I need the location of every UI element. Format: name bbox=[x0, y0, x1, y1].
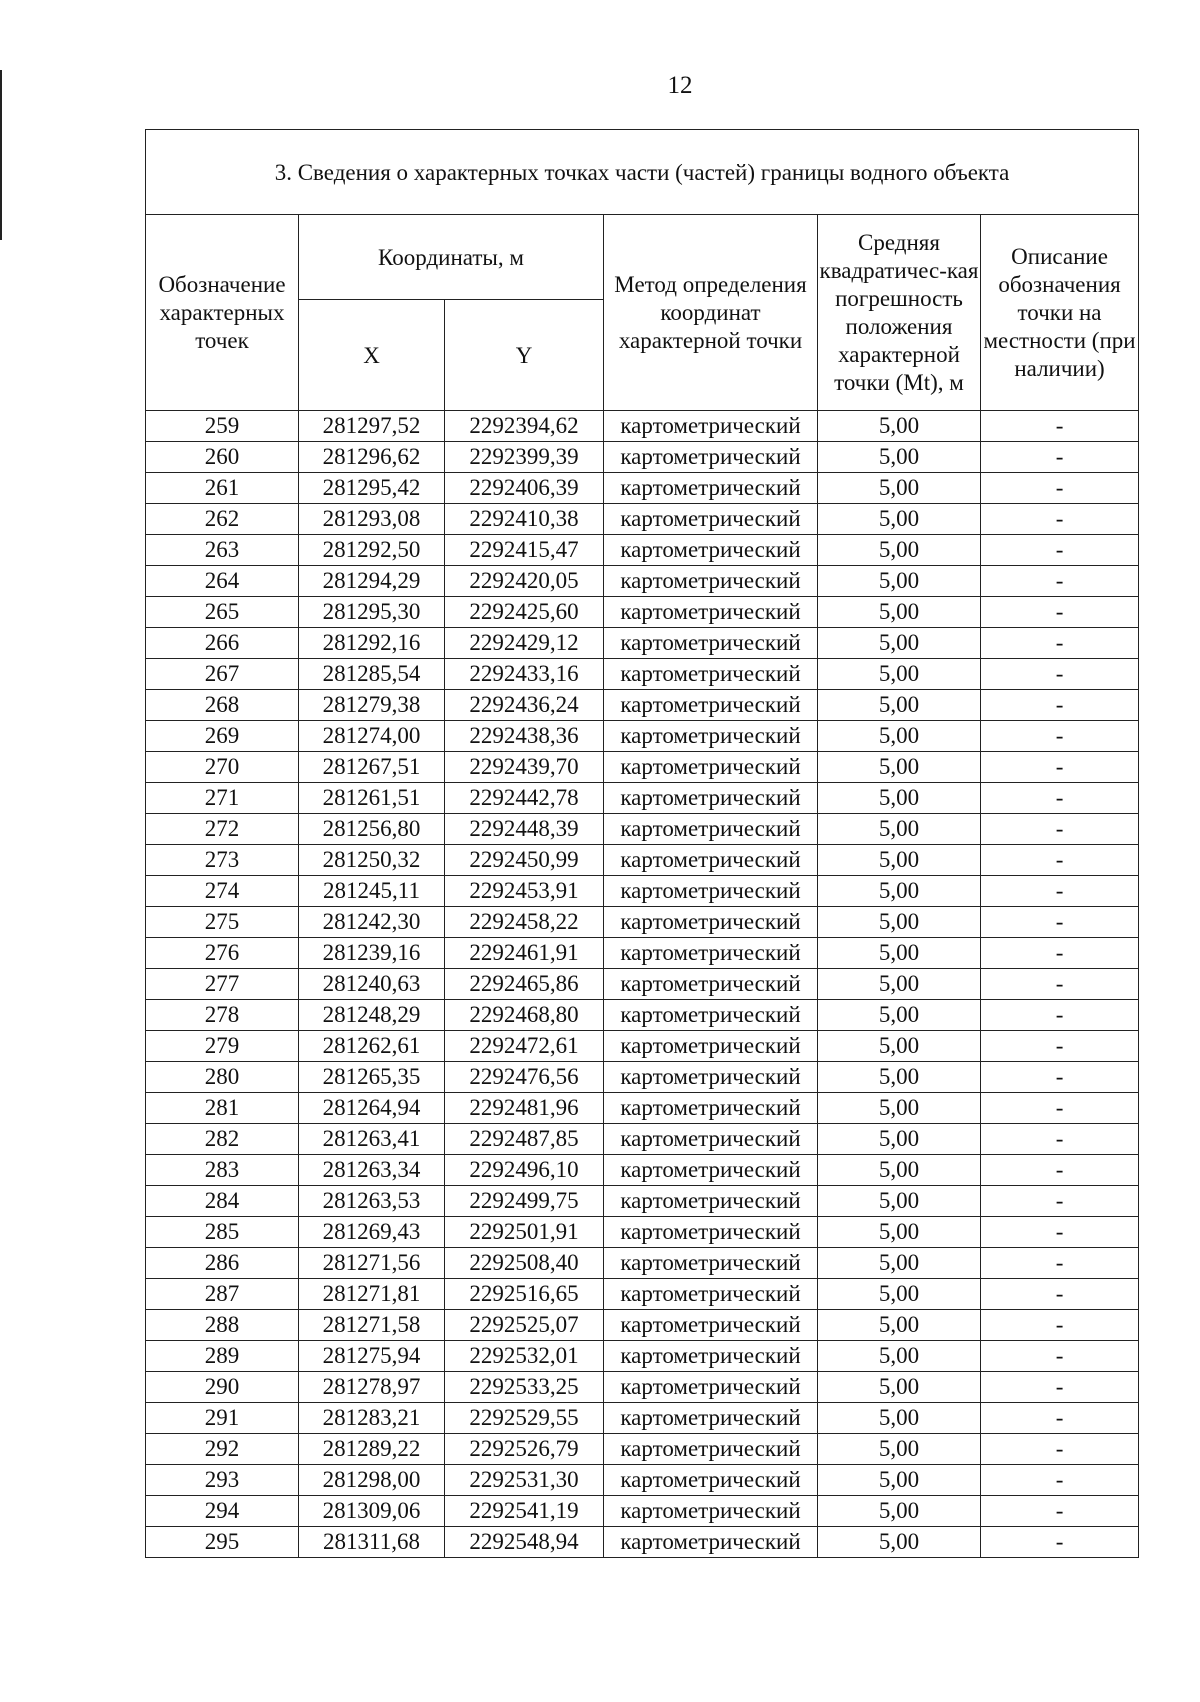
cell-error: 5,00 bbox=[818, 814, 981, 845]
cell-method: картометрический bbox=[604, 1310, 818, 1341]
cell-x: 281263,41 bbox=[299, 1124, 445, 1155]
cell-x: 281294,29 bbox=[299, 566, 445, 597]
cell-y: 2292394,62 bbox=[445, 411, 604, 442]
table-row bbox=[146, 1527, 1139, 1558]
cell-y: 2292406,39 bbox=[445, 473, 604, 504]
cell-description: - bbox=[981, 845, 1139, 876]
cell-point-id: 293 bbox=[146, 1465, 299, 1496]
cell-error: 5,00 bbox=[818, 721, 981, 752]
cell-method: картометрический bbox=[604, 1465, 818, 1496]
cell-x: 281265,35 bbox=[299, 1062, 445, 1093]
cell-y: 2292442,78 bbox=[445, 783, 604, 814]
header-y: Y bbox=[445, 300, 604, 411]
header-description: Описание обозначения точки на местности (при наличии) bbox=[981, 215, 1139, 411]
cell-x: 281293,08 bbox=[299, 504, 445, 535]
cell-method: картометрический bbox=[604, 876, 818, 907]
cell-error: 5,00 bbox=[818, 1186, 981, 1217]
cell-point-id: 265 bbox=[146, 597, 299, 628]
cell-x: 281278,97 bbox=[299, 1372, 445, 1403]
cell-description: - bbox=[981, 535, 1139, 566]
table-row bbox=[146, 1031, 1139, 1062]
cell-y: 2292461,91 bbox=[445, 938, 604, 969]
cell-y: 2292481,96 bbox=[445, 1093, 604, 1124]
cell-y: 2292476,56 bbox=[445, 1062, 604, 1093]
cell-x: 281240,63 bbox=[299, 969, 445, 1000]
table-row bbox=[146, 1496, 1139, 1527]
cell-error: 5,00 bbox=[818, 845, 981, 876]
table-row bbox=[146, 845, 1139, 876]
cell-method: картометрический bbox=[604, 690, 818, 721]
cell-x: 281262,61 bbox=[299, 1031, 445, 1062]
table-row bbox=[146, 721, 1139, 752]
cell-error: 5,00 bbox=[818, 1000, 981, 1031]
cell-description: - bbox=[981, 1031, 1139, 1062]
cell-y: 2292465,86 bbox=[445, 969, 604, 1000]
table-row bbox=[146, 814, 1139, 845]
cell-point-id: 276 bbox=[146, 938, 299, 969]
cell-y: 2292525,07 bbox=[445, 1310, 604, 1341]
table-row bbox=[146, 1093, 1139, 1124]
cell-error: 5,00 bbox=[818, 1341, 981, 1372]
cell-point-id: 263 bbox=[146, 535, 299, 566]
cell-x: 281263,34 bbox=[299, 1155, 445, 1186]
cell-error: 5,00 bbox=[818, 783, 981, 814]
cell-point-id: 282 bbox=[146, 1124, 299, 1155]
cell-x: 281292,16 bbox=[299, 628, 445, 659]
cell-y: 2292499,75 bbox=[445, 1186, 604, 1217]
cell-error: 5,00 bbox=[818, 1217, 981, 1248]
cell-x: 281296,62 bbox=[299, 442, 445, 473]
cell-error: 5,00 bbox=[818, 1310, 981, 1341]
table-row bbox=[146, 783, 1139, 814]
cell-description: - bbox=[981, 1434, 1139, 1465]
cell-method: картометрический bbox=[604, 969, 818, 1000]
cell-description: - bbox=[981, 1496, 1139, 1527]
cell-method: картометрический bbox=[604, 1372, 818, 1403]
cell-x: 281261,51 bbox=[299, 783, 445, 814]
cell-method: картометрический bbox=[604, 1062, 818, 1093]
page-number: 12 bbox=[667, 72, 693, 99]
cell-method: картометрический bbox=[604, 845, 818, 876]
table-container bbox=[145, 129, 1138, 1558]
cell-point-id: 287 bbox=[146, 1279, 299, 1310]
table-row bbox=[146, 1434, 1139, 1465]
cell-y: 2292433,16 bbox=[445, 659, 604, 690]
cell-method: картометрический bbox=[604, 442, 818, 473]
table-row bbox=[146, 1341, 1139, 1372]
table-row bbox=[146, 752, 1139, 783]
table-title: 3. Сведения о характерных точках части (частей) границы водного объекта bbox=[146, 130, 1139, 215]
table-row bbox=[146, 1155, 1139, 1186]
cell-y: 2292410,38 bbox=[445, 504, 604, 535]
cell-description: - bbox=[981, 1403, 1139, 1434]
cell-y: 2292415,47 bbox=[445, 535, 604, 566]
cell-point-id: 259 bbox=[146, 411, 299, 442]
cell-point-id: 270 bbox=[146, 752, 299, 783]
cell-y: 2292472,61 bbox=[445, 1031, 604, 1062]
table-row bbox=[146, 504, 1139, 535]
cell-y: 2292450,99 bbox=[445, 845, 604, 876]
cell-method: картометрический bbox=[604, 535, 818, 566]
cell-point-id: 277 bbox=[146, 969, 299, 1000]
cell-error: 5,00 bbox=[818, 752, 981, 783]
cell-point-id: 286 bbox=[146, 1248, 299, 1279]
cell-error: 5,00 bbox=[818, 473, 981, 504]
cell-method: картометрический bbox=[604, 659, 818, 690]
cell-point-id: 278 bbox=[146, 1000, 299, 1031]
table-row bbox=[146, 907, 1139, 938]
cell-y: 2292508,40 bbox=[445, 1248, 604, 1279]
cell-point-id: 279 bbox=[146, 1031, 299, 1062]
header-coordinates: Координаты, м bbox=[299, 215, 604, 300]
table-row bbox=[146, 1124, 1139, 1155]
cell-error: 5,00 bbox=[818, 628, 981, 659]
table-row bbox=[146, 628, 1139, 659]
cell-description: - bbox=[981, 1155, 1139, 1186]
cell-description: - bbox=[981, 876, 1139, 907]
table-row bbox=[146, 659, 1139, 690]
header-x: X bbox=[299, 300, 445, 411]
cell-error: 5,00 bbox=[818, 1496, 981, 1527]
cell-description: - bbox=[981, 597, 1139, 628]
table-row bbox=[146, 969, 1139, 1000]
cell-error: 5,00 bbox=[818, 504, 981, 535]
cell-description: - bbox=[981, 721, 1139, 752]
table-row bbox=[146, 411, 1139, 442]
cell-point-id: 281 bbox=[146, 1093, 299, 1124]
table-row bbox=[146, 597, 1139, 628]
table-row bbox=[146, 938, 1139, 969]
table-row bbox=[146, 1000, 1139, 1031]
cell-description: - bbox=[981, 1062, 1139, 1093]
cell-error: 5,00 bbox=[818, 659, 981, 690]
cell-method: картометрический bbox=[604, 938, 818, 969]
table-row bbox=[146, 1062, 1139, 1093]
table-row bbox=[146, 1403, 1139, 1434]
cell-y: 2292458,22 bbox=[445, 907, 604, 938]
cell-y: 2292438,36 bbox=[445, 721, 604, 752]
table-row bbox=[146, 535, 1139, 566]
cell-point-id: 271 bbox=[146, 783, 299, 814]
points-table bbox=[145, 129, 1139, 1558]
cell-method: картометрический bbox=[604, 1434, 818, 1465]
cell-method: картометрический bbox=[604, 1093, 818, 1124]
table-row bbox=[146, 1248, 1139, 1279]
cell-x: 281267,51 bbox=[299, 752, 445, 783]
cell-y: 2292425,60 bbox=[445, 597, 604, 628]
cell-method: картометрический bbox=[604, 1217, 818, 1248]
cell-y: 2292429,12 bbox=[445, 628, 604, 659]
cell-method: картометрический bbox=[604, 566, 818, 597]
table-row bbox=[146, 690, 1139, 721]
cell-y: 2292531,30 bbox=[445, 1465, 604, 1496]
cell-description: - bbox=[981, 690, 1139, 721]
table-row bbox=[146, 1310, 1139, 1341]
cell-y: 2292529,55 bbox=[445, 1403, 604, 1434]
cell-method: картометрический bbox=[604, 1124, 818, 1155]
cell-point-id: 288 bbox=[146, 1310, 299, 1341]
cell-y: 2292516,65 bbox=[445, 1279, 604, 1310]
cell-x: 281309,06 bbox=[299, 1496, 445, 1527]
cell-x: 281311,68 bbox=[299, 1527, 445, 1558]
table-row bbox=[146, 1465, 1139, 1496]
cell-x: 281298,00 bbox=[299, 1465, 445, 1496]
cell-error: 5,00 bbox=[818, 1062, 981, 1093]
cell-error: 5,00 bbox=[818, 442, 981, 473]
cell-method: картометрический bbox=[604, 721, 818, 752]
cell-error: 5,00 bbox=[818, 1465, 981, 1496]
cell-point-id: 266 bbox=[146, 628, 299, 659]
cell-description: - bbox=[981, 938, 1139, 969]
cell-y: 2292436,24 bbox=[445, 690, 604, 721]
cell-description: - bbox=[981, 504, 1139, 535]
cell-method: картометрический bbox=[604, 1031, 818, 1062]
cell-method: картометрический bbox=[604, 1403, 818, 1434]
cell-method: картометрический bbox=[604, 752, 818, 783]
cell-error: 5,00 bbox=[818, 690, 981, 721]
cell-error: 5,00 bbox=[818, 907, 981, 938]
table-row bbox=[146, 1217, 1139, 1248]
cell-x: 281274,00 bbox=[299, 721, 445, 752]
cell-error: 5,00 bbox=[818, 1155, 981, 1186]
cell-x: 281239,16 bbox=[299, 938, 445, 969]
cell-y: 2292420,05 bbox=[445, 566, 604, 597]
cell-point-id: 268 bbox=[146, 690, 299, 721]
cell-description: - bbox=[981, 1124, 1139, 1155]
cell-method: картометрический bbox=[604, 1496, 818, 1527]
cell-error: 5,00 bbox=[818, 1527, 981, 1558]
cell-x: 281269,43 bbox=[299, 1217, 445, 1248]
cell-error: 5,00 bbox=[818, 1403, 981, 1434]
cell-point-id: 264 bbox=[146, 566, 299, 597]
table-row bbox=[146, 442, 1139, 473]
header-designation: Обозначение характерных точек bbox=[146, 215, 299, 411]
cell-error: 5,00 bbox=[818, 566, 981, 597]
cell-y: 2292468,80 bbox=[445, 1000, 604, 1031]
cell-x: 281271,81 bbox=[299, 1279, 445, 1310]
cell-point-id: 289 bbox=[146, 1341, 299, 1372]
cell-y: 2292496,10 bbox=[445, 1155, 604, 1186]
cell-error: 5,00 bbox=[818, 1434, 981, 1465]
cell-error: 5,00 bbox=[818, 411, 981, 442]
cell-description: - bbox=[981, 659, 1139, 690]
cell-x: 281263,53 bbox=[299, 1186, 445, 1217]
cell-description: - bbox=[981, 1217, 1139, 1248]
cell-x: 281242,30 bbox=[299, 907, 445, 938]
cell-error: 5,00 bbox=[818, 876, 981, 907]
cell-x: 281297,52 bbox=[299, 411, 445, 442]
cell-method: картометрический bbox=[604, 814, 818, 845]
table-row bbox=[146, 1279, 1139, 1310]
cell-method: картометрический bbox=[604, 1527, 818, 1558]
cell-x: 281295,30 bbox=[299, 597, 445, 628]
header-method: Метод определения координат характерной точки bbox=[604, 215, 818, 411]
cell-x: 281256,80 bbox=[299, 814, 445, 845]
cell-description: - bbox=[981, 1310, 1139, 1341]
cell-description: - bbox=[981, 1527, 1139, 1558]
cell-point-id: 275 bbox=[146, 907, 299, 938]
cell-method: картометрический bbox=[604, 1248, 818, 1279]
cell-description: - bbox=[981, 814, 1139, 845]
cell-description: - bbox=[981, 1465, 1139, 1496]
cell-y: 2292532,01 bbox=[445, 1341, 604, 1372]
cell-point-id: 294 bbox=[146, 1496, 299, 1527]
cell-x: 281271,58 bbox=[299, 1310, 445, 1341]
cell-x: 281275,94 bbox=[299, 1341, 445, 1372]
cell-point-id: 261 bbox=[146, 473, 299, 504]
cell-point-id: 273 bbox=[146, 845, 299, 876]
table-row bbox=[146, 566, 1139, 597]
cell-description: - bbox=[981, 1341, 1139, 1372]
cell-y: 2292526,79 bbox=[445, 1434, 604, 1465]
cell-point-id: 260 bbox=[146, 442, 299, 473]
cell-description: - bbox=[981, 752, 1139, 783]
cell-point-id: 295 bbox=[146, 1527, 299, 1558]
cell-description: - bbox=[981, 907, 1139, 938]
cell-point-id: 292 bbox=[146, 1434, 299, 1465]
cell-method: картометрический bbox=[604, 1279, 818, 1310]
cell-description: - bbox=[981, 969, 1139, 1000]
cell-y: 2292533,25 bbox=[445, 1372, 604, 1403]
cell-error: 5,00 bbox=[818, 1031, 981, 1062]
cell-description: - bbox=[981, 411, 1139, 442]
table-row bbox=[146, 876, 1139, 907]
table-row bbox=[146, 1372, 1139, 1403]
table-header bbox=[146, 130, 1139, 411]
cell-description: - bbox=[981, 473, 1139, 504]
cell-point-id: 283 bbox=[146, 1155, 299, 1186]
cell-method: картометрический bbox=[604, 1155, 818, 1186]
cell-method: картометрический bbox=[604, 504, 818, 535]
cell-description: - bbox=[981, 442, 1139, 473]
cell-description: - bbox=[981, 1372, 1139, 1403]
cell-method: картометрический bbox=[604, 1000, 818, 1031]
cell-y: 2292453,91 bbox=[445, 876, 604, 907]
cell-y: 2292399,39 bbox=[445, 442, 604, 473]
cell-method: картометрический bbox=[604, 1341, 818, 1372]
cell-error: 5,00 bbox=[818, 1372, 981, 1403]
cell-error: 5,00 bbox=[818, 1124, 981, 1155]
cell-point-id: 290 bbox=[146, 1372, 299, 1403]
cell-point-id: 280 bbox=[146, 1062, 299, 1093]
cell-method: картометрический bbox=[604, 907, 818, 938]
cell-method: картометрический bbox=[604, 783, 818, 814]
cell-x: 281248,29 bbox=[299, 1000, 445, 1031]
cell-y: 2292448,39 bbox=[445, 814, 604, 845]
table-row bbox=[146, 1186, 1139, 1217]
cell-description: - bbox=[981, 566, 1139, 597]
cell-x: 281264,94 bbox=[299, 1093, 445, 1124]
cell-y: 2292548,94 bbox=[445, 1527, 604, 1558]
cell-x: 281250,32 bbox=[299, 845, 445, 876]
cell-error: 5,00 bbox=[818, 1093, 981, 1124]
cell-x: 281283,21 bbox=[299, 1403, 445, 1434]
cell-point-id: 291 bbox=[146, 1403, 299, 1434]
cell-x: 281289,22 bbox=[299, 1434, 445, 1465]
cell-description: - bbox=[981, 1000, 1139, 1031]
cell-point-id: 272 bbox=[146, 814, 299, 845]
cell-description: - bbox=[981, 1093, 1139, 1124]
cell-y: 2292541,19 bbox=[445, 1496, 604, 1527]
cell-description: - bbox=[981, 628, 1139, 659]
table-row bbox=[146, 473, 1139, 504]
cell-x: 281285,54 bbox=[299, 659, 445, 690]
cell-error: 5,00 bbox=[818, 535, 981, 566]
cell-point-id: 262 bbox=[146, 504, 299, 535]
cell-point-id: 274 bbox=[146, 876, 299, 907]
cell-method: картометрический bbox=[604, 411, 818, 442]
cell-y: 2292501,91 bbox=[445, 1217, 604, 1248]
cell-point-id: 285 bbox=[146, 1217, 299, 1248]
cell-description: - bbox=[981, 1279, 1139, 1310]
cell-point-id: 284 bbox=[146, 1186, 299, 1217]
cell-description: - bbox=[981, 1248, 1139, 1279]
cell-error: 5,00 bbox=[818, 1248, 981, 1279]
cell-x: 281292,50 bbox=[299, 535, 445, 566]
cell-point-id: 269 bbox=[146, 721, 299, 752]
cell-x: 281295,42 bbox=[299, 473, 445, 504]
cell-method: картометрический bbox=[604, 1186, 818, 1217]
cell-x: 281279,38 bbox=[299, 690, 445, 721]
cell-method: картометрический bbox=[604, 628, 818, 659]
cell-error: 5,00 bbox=[818, 1279, 981, 1310]
table-body bbox=[146, 411, 1139, 1558]
cell-description: - bbox=[981, 783, 1139, 814]
cell-y: 2292487,85 bbox=[445, 1124, 604, 1155]
cell-error: 5,00 bbox=[818, 938, 981, 969]
cell-method: картометрический bbox=[604, 597, 818, 628]
cell-error: 5,00 bbox=[818, 597, 981, 628]
cell-y: 2292439,70 bbox=[445, 752, 604, 783]
cell-x: 281271,56 bbox=[299, 1248, 445, 1279]
cell-error: 5,00 bbox=[818, 969, 981, 1000]
cell-x: 281245,11 bbox=[299, 876, 445, 907]
cell-description: - bbox=[981, 1186, 1139, 1217]
cell-point-id: 267 bbox=[146, 659, 299, 690]
cell-method: картометрический bbox=[604, 473, 818, 504]
header-error: Средняя квадратичес-кая погрешность положения характерной точки (Mt), м bbox=[818, 215, 981, 411]
